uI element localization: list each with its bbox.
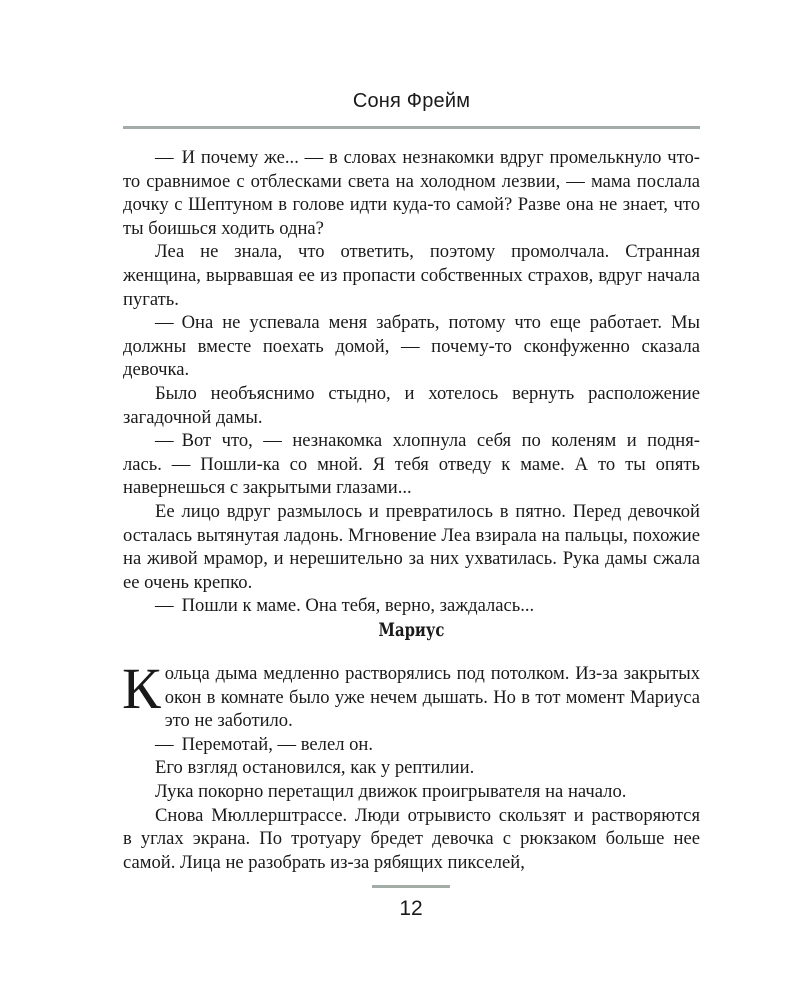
drop-cap-letter: К — [122, 656, 161, 721]
header-divider — [123, 126, 700, 129]
paragraph — [123, 733, 700, 757]
paragraph-text: Перемотай, — велел он. — [181, 733, 374, 755]
running-head-author: Соня Фрейм — [352, 90, 471, 112]
paragraph — [123, 429, 700, 500]
paragraph-text: Пошли к маме. Она тебя, верно, заждалась... — [181, 595, 535, 617]
chapter-title: Мариус — [378, 619, 445, 641]
dialogue-dash: — — [155, 312, 174, 334]
dialogue-dash: — — [155, 430, 174, 452]
paragraph-text: Леа не знала, что ответить, поэтому промолчала. Странная женщина, вырвавшая ее из пропасти собственных страхов, вдруг начала пугать. — [123, 241, 700, 310]
paragraph-text: Лука покорно перетащил движок проигрывателя на начало. — [155, 780, 627, 802]
text-block-one — [123, 146, 700, 618]
paragraph-text: Его взгляд остановился, как у рептилии. — [155, 757, 475, 779]
paragraph-text: ольца дыма медленно растворялись под потолком. Из-за закрытых окон в комнате было уже нечем дышать. Но в тот момент Мариуса это не заботило. — [164, 663, 700, 732]
paragraph — [123, 594, 700, 618]
paragraph-text: Вот что, — незнакомка хлопнула себя по коленям и поднялась. — Пошли-ка со мной. Я тебя отведу к маме. А то ты опять навернешься с закрытыми глазами... — [123, 430, 700, 499]
paragraph — [123, 780, 700, 804]
paragraph-text: Снова Мюллерштрассе. Люди отрывисто скользят и растворяются в углах экрана. По тротуару бредет девочка с рюкзаком больше нее самой. Лица не разобрать из-за рябящих пикселей, — [123, 804, 700, 873]
dialogue-dash: — — [155, 595, 174, 617]
footer-divider — [372, 885, 450, 888]
paragraph-text: Ее лицо вдруг размылось и превратилось в пятно. Перед девочкой осталась вытянутая ладонь. Мгновение Леа взирала на пальцы, похожие на живой мрамор, и нерешительно за них ухватилась. Рука дамы сжала ее очень крепко. — [123, 500, 700, 593]
paragraph-text: И почему же... — в словах незнакомки вдруг промелькнуло что-то сравнимое с отблесками света на холодном лезвии, — мама послала дочку с Шептуном в голове идти куда-то самой? Разве она не знает, что ты боишься ходить одна? — [123, 147, 700, 239]
dialogue-dash: — — [155, 147, 174, 168]
text-block-two — [122, 656, 700, 874]
paragraph — [123, 804, 700, 875]
paragraph-text: Она не успевала меня забрать, потому что еще работает. Мы должны вместе поехать домой, — почему-то сконфуженно сказала девочка. — [123, 312, 700, 381]
paragraph — [123, 756, 700, 780]
paragraph — [123, 240, 700, 311]
opening-paragraph — [122, 656, 700, 733]
paragraph — [123, 146, 700, 240]
dialogue-dash: — — [155, 733, 174, 755]
paragraph — [123, 382, 700, 429]
paragraph — [123, 311, 700, 382]
paragraph — [123, 500, 700, 594]
paragraph-text: Было необъяснимо стыдно, и хотелось вернуть расположение загадочной дамы. — [123, 382, 700, 428]
page-number: 12 — [399, 897, 423, 920]
